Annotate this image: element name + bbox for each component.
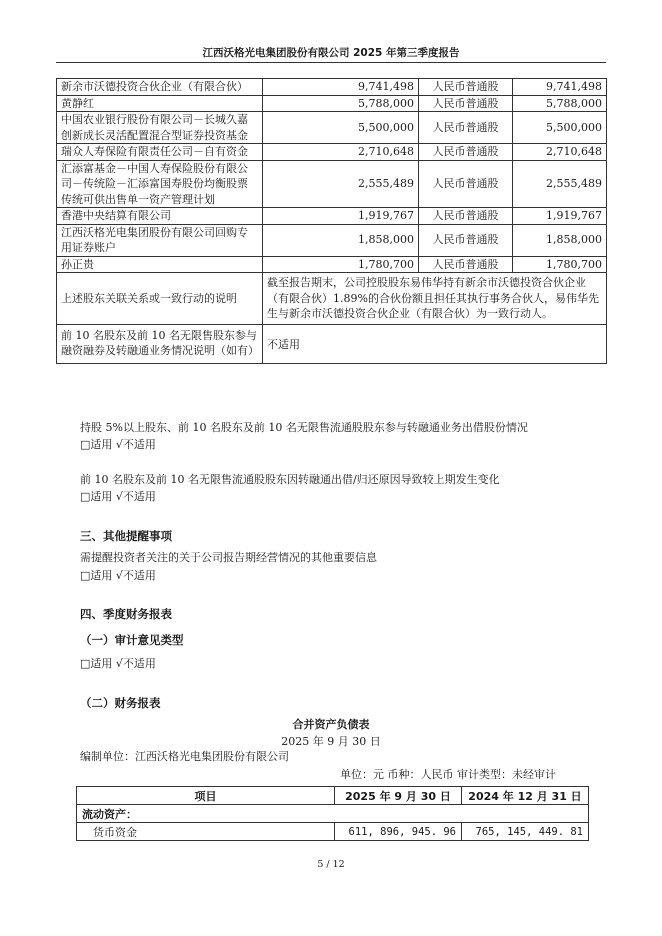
share-count: 1,780,700	[513, 256, 607, 273]
shareholder-name: 孙正贵	[57, 256, 263, 273]
table-row	[57, 160, 607, 208]
share-count: 2,555,489	[513, 160, 607, 208]
column-header: 项目	[77, 787, 335, 805]
table-row	[57, 95, 607, 112]
share-class: 人民币普通股	[419, 79, 513, 96]
column-header: 2024 年 12 月 31 日	[462, 787, 589, 805]
share-quantity: 1,858,000	[263, 224, 419, 256]
audit-opinion-title: （一）审计意见类型	[80, 633, 184, 647]
share-class: 人民币普通股	[419, 160, 513, 208]
related-parties-label: 上述股东关联关系或一致行动的说明	[57, 273, 263, 325]
margin-trading-label: 前 10 名股东及前 10 名无限售股东参与融资融券及转融通业务情况说明（如有）	[57, 324, 263, 363]
balance-sheet-unit-line: 单位：元 币种：人民币 审计类型：未经审计	[340, 768, 556, 781]
share-class: 人民币普通股	[419, 208, 513, 225]
share-count: 9,741,498	[513, 79, 607, 96]
table-row	[77, 823, 589, 841]
shareholder-name: 香港中央结算有限公司	[57, 208, 263, 225]
share-class: 人民币普通股	[419, 224, 513, 256]
shareholder-name: 新余市沃德投资合伙企业（有限合伙）	[57, 79, 263, 96]
shareholder-name: 江西沃格光电集团股份有限公司回购专用证券账户	[57, 224, 263, 256]
section-3-title: 三、其他提醒事项	[80, 529, 172, 543]
change-checkbox: □适用 √不适用	[80, 490, 156, 503]
table-row	[57, 144, 607, 161]
share-class: 人民币普通股	[419, 95, 513, 112]
share-quantity: 1,780,700	[263, 256, 419, 273]
header-divider	[56, 62, 606, 63]
margin-trading-text: 不适用	[263, 324, 607, 363]
prior-value: 765, 145, 449. 81	[462, 823, 589, 841]
table-row	[57, 208, 607, 225]
share-count: 1,919,767	[513, 208, 607, 225]
share-class: 人民币普通股	[419, 256, 513, 273]
section-4-title: 四、季度财务报表	[80, 607, 172, 621]
line-item: 货币资金	[77, 823, 335, 841]
shareholder-name: 黄静红	[57, 95, 263, 112]
table-row	[57, 224, 607, 256]
share-count: 5,788,000	[513, 95, 607, 112]
share-quantity: 5,500,000	[263, 112, 419, 144]
share-count: 5,500,000	[513, 112, 607, 144]
table-row	[57, 112, 607, 144]
balance-sheet-date: 2025 年 9 月 30 日	[281, 735, 381, 748]
balance-sheet-entity: 编制单位：江西沃格光电集团股份有限公司	[80, 750, 289, 763]
share-class: 人民币普通股	[419, 112, 513, 144]
column-header: 2025 年 9 月 30 日	[335, 787, 462, 805]
section-3-checkbox: □适用 √不适用	[80, 569, 156, 582]
share-quantity: 9,741,498	[263, 79, 419, 96]
related-parties-row	[57, 273, 607, 325]
table-row	[77, 805, 589, 823]
share-count: 2,710,648	[513, 144, 607, 161]
margin-trading-row	[57, 324, 607, 363]
shareholder-name: 瑞众人寿保险有限责任公司－自有资金	[57, 144, 263, 161]
section-3-text: 需提醒投资者关注的关于公司报告期经营情况的其他重要信息	[80, 551, 377, 564]
current-value: 611, 896, 945. 96	[335, 823, 462, 841]
lending-checkbox: □适用 √不适用	[80, 438, 156, 451]
table-row	[57, 79, 607, 96]
financial-statements-title: （二）财务报表	[80, 696, 161, 710]
related-parties-text: 截至报告期末，公司控股股东易伟华持有新余市沃德投资合伙企业（有限合伙）1.89%的合伙份额且担任其执行事务合伙人，易伟华先生与新余市沃德投资合伙企业（有限合伙）为一致行动人。	[263, 273, 607, 325]
page-number: 5 / 12	[317, 859, 345, 870]
current-assets-label: 流动资产：	[77, 805, 589, 823]
share-class: 人民币普通股	[419, 144, 513, 161]
table-row	[57, 256, 607, 273]
share-quantity: 1,919,767	[263, 208, 419, 225]
shareholder-name: 汇添富基金－中国人寿保险股份有限公司－传统险－汇添富国寿股份均衡股票传统可供出售单一资产管理计划	[57, 160, 263, 208]
balance-sheet-table	[76, 786, 589, 841]
shareholder-name: 中国农业银行股份有限公司－长城久嘉创新成长灵活配置混合型证券投资基金	[57, 112, 263, 144]
balance-sheet-title: 合并资产负债表	[292, 718, 370, 731]
page-header: 江西沃格光电集团股份有限公司 2025 年第三季度报告	[202, 47, 460, 59]
audit-opinion-checkbox: □适用 √不适用	[80, 657, 156, 670]
share-quantity: 2,710,648	[263, 144, 419, 161]
table-header-row	[77, 787, 589, 805]
share-count: 1,858,000	[513, 224, 607, 256]
shareholders-table	[56, 78, 607, 364]
change-title: 前 10 名股东及前 10 名无限售流通股股东因转融通出借/归还原因导致较上期发生变化	[80, 473, 500, 486]
lending-title: 持股 5%以上股东、前 10 名股东及前 10 名无限售流通股股东参与转融通业务出借股份情况	[80, 421, 528, 434]
share-quantity: 5,788,000	[263, 95, 419, 112]
share-quantity: 2,555,489	[263, 160, 419, 208]
